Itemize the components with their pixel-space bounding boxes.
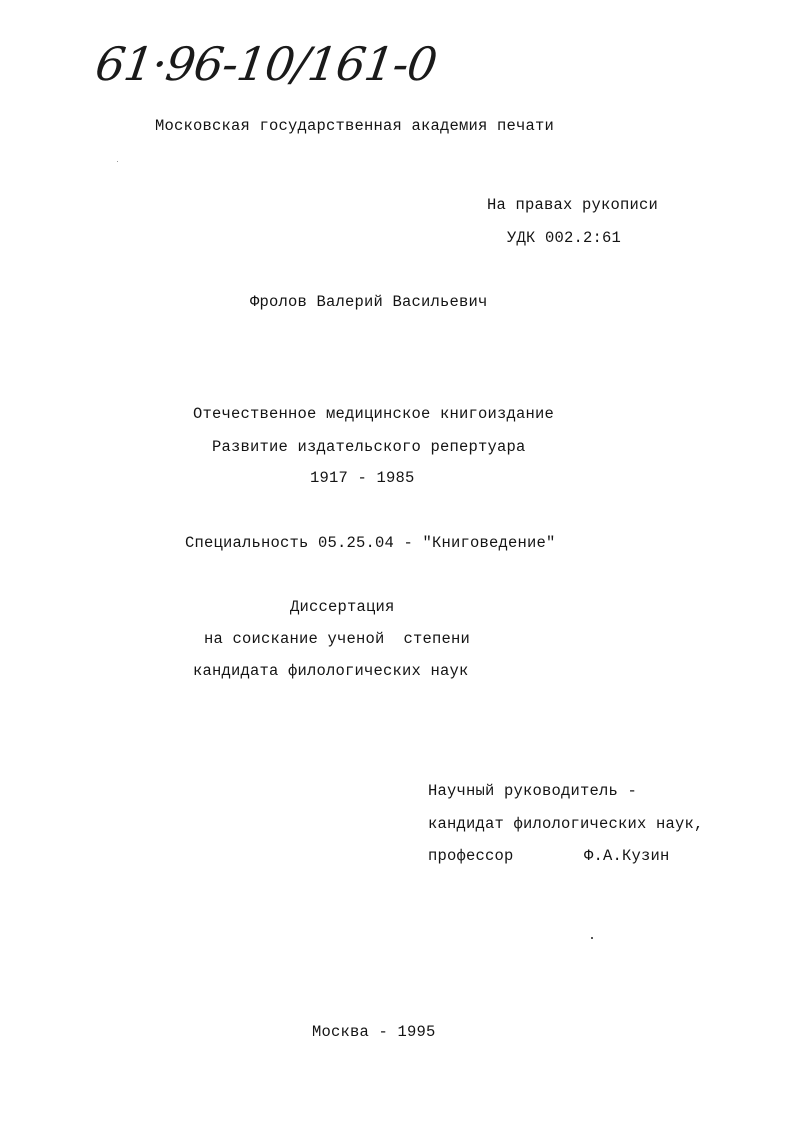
scan-speck bbox=[117, 161, 118, 162]
udk-code: УДК 002.2:61 bbox=[507, 229, 622, 247]
specialty: Специальность 05.25.04 - "Книговедение" bbox=[185, 534, 556, 552]
degree-line-2: кандидата филологических наук bbox=[193, 662, 469, 680]
author-name: Фролов Валерий Васильевич bbox=[250, 293, 488, 311]
institution-name: Московская государственная академия печати bbox=[155, 117, 555, 135]
supervisor-name: Ф.А.Кузин bbox=[584, 847, 670, 865]
handwritten-archive-code: 61·96-10/161-0 bbox=[92, 37, 440, 91]
rights-note: На правах рукописи bbox=[487, 196, 659, 214]
title-line-1: Отечественное медицинское книгоиздание bbox=[193, 405, 555, 423]
degree-line-1: на соискание ученой степени bbox=[204, 630, 471, 648]
title-years: 1917 - 1985 bbox=[310, 469, 415, 487]
scan-speck bbox=[591, 937, 593, 939]
title-line-2: Развитие издательского репертуара bbox=[212, 438, 526, 456]
supervisor-label: Научный руководитель - bbox=[428, 782, 638, 800]
supervisor-degree: кандидат филологических наук, bbox=[428, 815, 704, 833]
city-year: Москва - 1995 bbox=[312, 1023, 436, 1041]
supervisor-role: профессор bbox=[428, 847, 514, 865]
dissertation-label: Диссертация bbox=[290, 598, 395, 616]
